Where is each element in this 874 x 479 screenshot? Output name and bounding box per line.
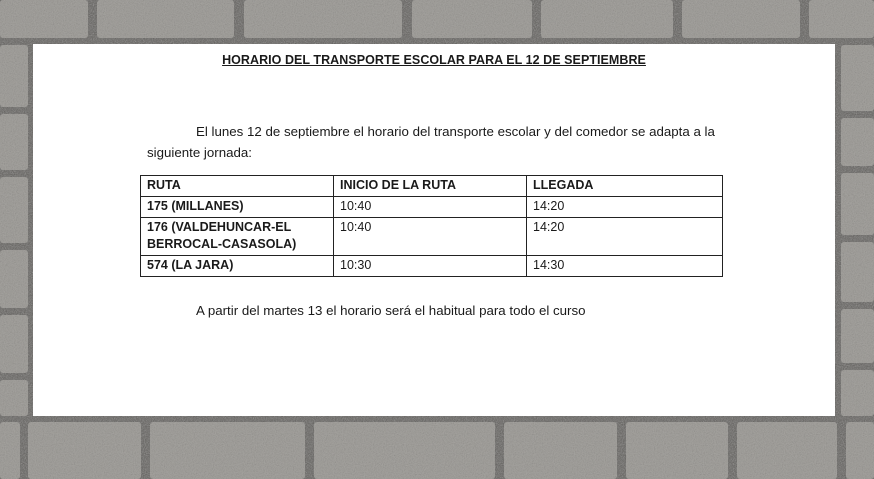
header-start: INICIO DE LA RUTA	[334, 176, 527, 197]
notice-sheet	[33, 44, 835, 416]
arrival-cell: 14:20	[527, 218, 723, 256]
table-row	[141, 256, 723, 277]
table-header-row	[141, 176, 723, 197]
intro-paragraph: El lunes 12 de septiembre el horario del transporte escolar y del comedor se adapta a la siguiente jornada:	[147, 124, 715, 160]
start-cell: 10:30	[334, 256, 527, 277]
header-route: RUTA	[141, 176, 334, 197]
start-cell: 10:40	[334, 218, 527, 256]
header-arrival: LLEGADA	[527, 176, 723, 197]
table-row	[141, 197, 723, 218]
route-cell: 175 (MILLANES)	[141, 197, 334, 218]
route-cell: 574 (LA JARA)	[141, 256, 334, 277]
closing-note: A partir del martes 13 el horario será el habitual para todo el curso	[196, 303, 586, 318]
notice-title: HORARIO DEL TRANSPORTE ESCOLAR PARA EL 12 DE SEPTIEMBRE	[222, 53, 646, 67]
arrival-cell: 14:30	[527, 256, 723, 277]
schedule-table	[140, 175, 723, 277]
table-row	[141, 218, 723, 256]
arrival-cell: 14:20	[527, 197, 723, 218]
start-cell: 10:40	[334, 197, 527, 218]
route-cell: 176 (VALDEHUNCAR-EL BERROCAL-CASASOLA)	[141, 218, 334, 256]
